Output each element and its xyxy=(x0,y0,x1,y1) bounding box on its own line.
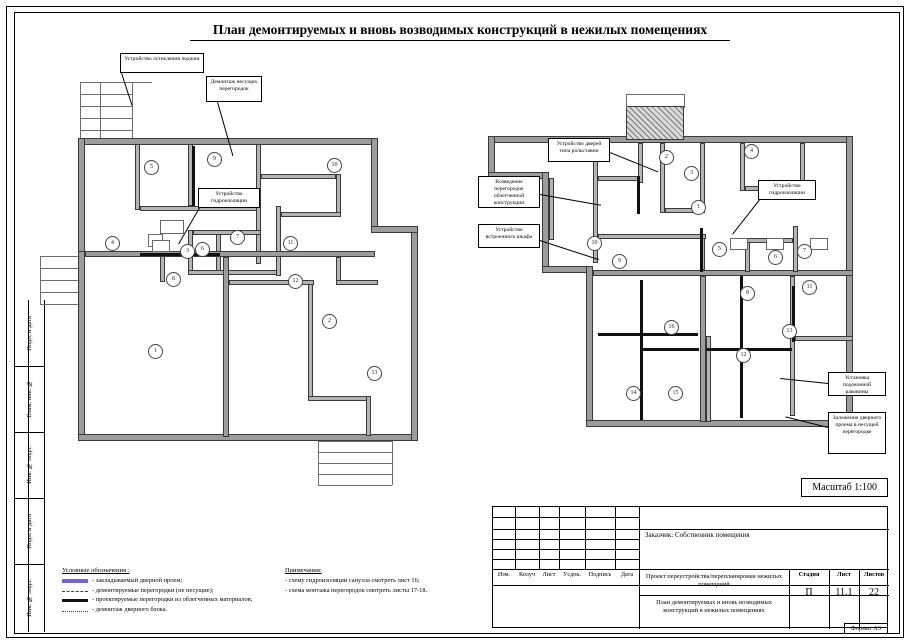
interior-wall xyxy=(261,174,336,179)
room-number: 3 xyxy=(684,166,699,181)
callout-leader xyxy=(121,73,132,106)
exterior-wall xyxy=(411,226,418,441)
outline xyxy=(684,94,685,108)
room-number: 4 xyxy=(105,236,120,251)
door-block-removal-symbol-icon xyxy=(62,611,88,612)
new-partition xyxy=(598,333,698,336)
exterior-wall xyxy=(78,138,85,258)
outline xyxy=(626,94,627,108)
stair-line xyxy=(40,304,80,305)
room-number: 6 xyxy=(195,242,210,257)
notes-item: - схема монтажа перегородок смотреть листы 17-18. xyxy=(285,586,428,594)
title-block xyxy=(492,506,888,628)
stair-line xyxy=(40,256,41,304)
callout-new-light-partitions: Возведение перегородок облегченной конструкции xyxy=(478,176,540,208)
room-number: 11 xyxy=(283,236,298,251)
stamp-cell-1: Взам. инв. № xyxy=(25,380,33,418)
stair-line xyxy=(318,485,392,486)
room-number: 9 xyxy=(207,152,222,167)
tb-rev-header: Лист xyxy=(542,571,556,578)
legend-item-label: - проектируемые перегородки из облегченных материалов; xyxy=(92,596,253,604)
exterior-wall xyxy=(542,266,592,273)
interior-wall xyxy=(598,234,706,239)
legend-item-label: - демонтаж дверного блока. xyxy=(92,605,168,613)
new-partition-symbol-icon xyxy=(62,599,88,602)
room-number: 10 xyxy=(327,158,342,173)
filled-doorway-symbol-icon xyxy=(62,579,88,583)
callout-under-window-sink: Установка подоконной раковины xyxy=(828,372,886,396)
balcony-line xyxy=(80,94,132,95)
floor-plan-drawing xyxy=(40,48,890,488)
callout-leader xyxy=(780,378,828,384)
interior-wall xyxy=(336,280,378,285)
tb-stage-header: Стадия xyxy=(798,571,820,578)
exterior-wall xyxy=(371,226,418,233)
stair-line xyxy=(40,292,80,293)
room-number: 12 xyxy=(736,348,751,363)
callout-glazing-loggia: Устройство остекления лоджии xyxy=(120,53,204,73)
room-number: 1 xyxy=(691,200,706,215)
legend-header: Условные обозначения : xyxy=(62,567,130,574)
demolished-partition-symbol-icon xyxy=(62,591,88,592)
notes xyxy=(285,566,427,595)
room-number: 6 xyxy=(768,250,783,265)
balcony-line xyxy=(132,82,133,138)
stair-line xyxy=(40,256,80,257)
interior-wall xyxy=(593,270,853,276)
tb-rev-header: Изм. xyxy=(497,571,511,578)
hatched-block xyxy=(626,106,684,140)
room-number: 9 xyxy=(612,254,627,269)
interior-wall xyxy=(598,176,642,181)
callout-leader xyxy=(217,102,233,156)
interior-wall xyxy=(366,396,371,436)
callout-rolling-doors: Устройство дверей типа рольставни xyxy=(548,138,610,162)
tb-stage-value: П xyxy=(805,587,813,598)
interior-wall xyxy=(193,230,261,235)
callout-demolish-partitions: Демонтаж несущих перегородок xyxy=(206,76,262,102)
tb-stage-header: Лист xyxy=(837,571,851,578)
callout-leader xyxy=(732,200,760,235)
room-number: 15 xyxy=(668,386,683,401)
callout-block-doorway: Заложение дверного проема в несущей перегородке xyxy=(828,412,886,454)
tb-divider xyxy=(639,507,640,629)
stair-line xyxy=(40,268,80,269)
callout-waterproofing-left: Устройство гидроизоляции xyxy=(198,188,260,208)
tb-stage-header: Листов xyxy=(863,571,885,578)
tb-sheets-value: 22 xyxy=(869,587,879,598)
room-number: 12 xyxy=(288,274,303,289)
legend-item-label: - закладываемый дверной проем; xyxy=(92,576,183,584)
new-partition xyxy=(700,228,703,272)
interior-wall xyxy=(308,396,370,401)
interior-wall xyxy=(336,174,341,214)
interior-wall xyxy=(135,144,140,210)
tb-divider xyxy=(585,507,586,569)
callout-leader xyxy=(610,152,659,172)
fixture-box xyxy=(810,238,828,250)
stair-line xyxy=(318,452,392,453)
balcony-line xyxy=(80,82,152,83)
stamp-cell-4: Инв. № подл. xyxy=(25,579,33,617)
tb-divider xyxy=(493,569,889,570)
room-number: 13 xyxy=(367,366,382,381)
fixture-box xyxy=(730,238,748,250)
tb-divider xyxy=(559,507,560,569)
notes-item: - схему гидроизоляции санузла смотреть лист 16; xyxy=(285,576,420,584)
stair-line xyxy=(318,474,392,475)
exterior-wall xyxy=(371,138,378,233)
interior-wall xyxy=(795,336,853,341)
scale-label: Масштаб 1:100 xyxy=(801,478,888,497)
room-number: 4 xyxy=(744,144,759,159)
room-number: 3 xyxy=(180,244,195,259)
room-number: 7 xyxy=(797,244,812,259)
interior-wall xyxy=(85,251,375,257)
tb-rev-header: Подпись xyxy=(588,571,612,578)
legend xyxy=(62,566,252,614)
fixture-line xyxy=(148,234,162,235)
tb-sheet-value: 11.1 xyxy=(835,587,853,598)
balcony-line xyxy=(80,130,132,131)
room-number: 2 xyxy=(659,150,674,165)
room-number: 5 xyxy=(712,242,727,257)
tb-divider xyxy=(539,507,540,569)
room-number: 10 xyxy=(587,236,602,251)
legend-item xyxy=(62,605,252,615)
room-number: 8 xyxy=(166,272,181,287)
room-number: 2 xyxy=(322,314,337,329)
legend-item xyxy=(62,595,252,605)
page-title: План демонтируемых и вновь возводимых конструкций в нежилых помещениях xyxy=(212,22,708,37)
legend-item-label: - демонтируемые перегородки (не несущие); xyxy=(92,586,214,594)
room-number: 8 xyxy=(740,286,755,301)
notes-header: Примечания: xyxy=(285,567,322,574)
stair-line xyxy=(40,280,80,281)
stamp-cell-2: Инв. № подл. xyxy=(25,446,33,484)
exterior-wall xyxy=(542,172,549,272)
tb-customer: Заказчик: Собственник помещения xyxy=(645,531,750,539)
stair-line xyxy=(318,441,392,442)
tb-rev-header: Колуч xyxy=(518,571,536,578)
fixture-box xyxy=(160,220,184,234)
stamp-cell-3: Подп. и дата xyxy=(25,513,33,549)
new-partition xyxy=(637,176,640,214)
tb-drawing-name: План демонтируемых и вновь возводимых конструкций в нежилых помещениях xyxy=(656,599,772,614)
room-number: 11 xyxy=(802,280,817,295)
callout-waterproofing-right: Устройство гидроизоляции xyxy=(758,180,816,200)
stair-line xyxy=(392,441,393,485)
room-number: 14 xyxy=(626,386,641,401)
tb-divider xyxy=(515,507,516,569)
tb-project-name: Проект переустройства/перепланировки нежилых помещений xyxy=(645,573,783,588)
outline xyxy=(626,94,684,95)
interior-wall xyxy=(549,178,554,240)
tb-rev-header: Дата xyxy=(620,571,634,578)
stair-line xyxy=(318,463,392,464)
fixture-box xyxy=(152,240,170,252)
legend-item xyxy=(62,576,252,586)
exterior-wall xyxy=(586,266,593,426)
legend-item xyxy=(62,586,252,596)
room-number: 1 xyxy=(148,344,163,359)
room-number: 13 xyxy=(782,324,797,339)
tb-rev-header: Уcдок. xyxy=(563,571,581,578)
new-partition xyxy=(643,348,699,351)
stamp-cell-0: Подп. и дата xyxy=(25,315,33,351)
tb-divider xyxy=(493,529,889,530)
balcony-line xyxy=(80,118,132,119)
room-number: 7 xyxy=(230,230,245,245)
fixture-box xyxy=(766,238,784,250)
balcony-line xyxy=(80,106,132,107)
new-partition xyxy=(192,146,195,206)
callout-built-in-wardrobe: Устройство встроенного шкафа xyxy=(478,224,540,248)
title-underline xyxy=(190,40,730,41)
room-number: 5 xyxy=(144,160,159,175)
interior-wall xyxy=(188,270,278,275)
fixture-line xyxy=(148,234,149,246)
interior-wall xyxy=(308,280,313,400)
room-number: 16 xyxy=(664,320,679,335)
tb-divider xyxy=(615,507,616,569)
interior-wall xyxy=(281,212,341,217)
format-label: Формат А3 xyxy=(844,623,888,634)
